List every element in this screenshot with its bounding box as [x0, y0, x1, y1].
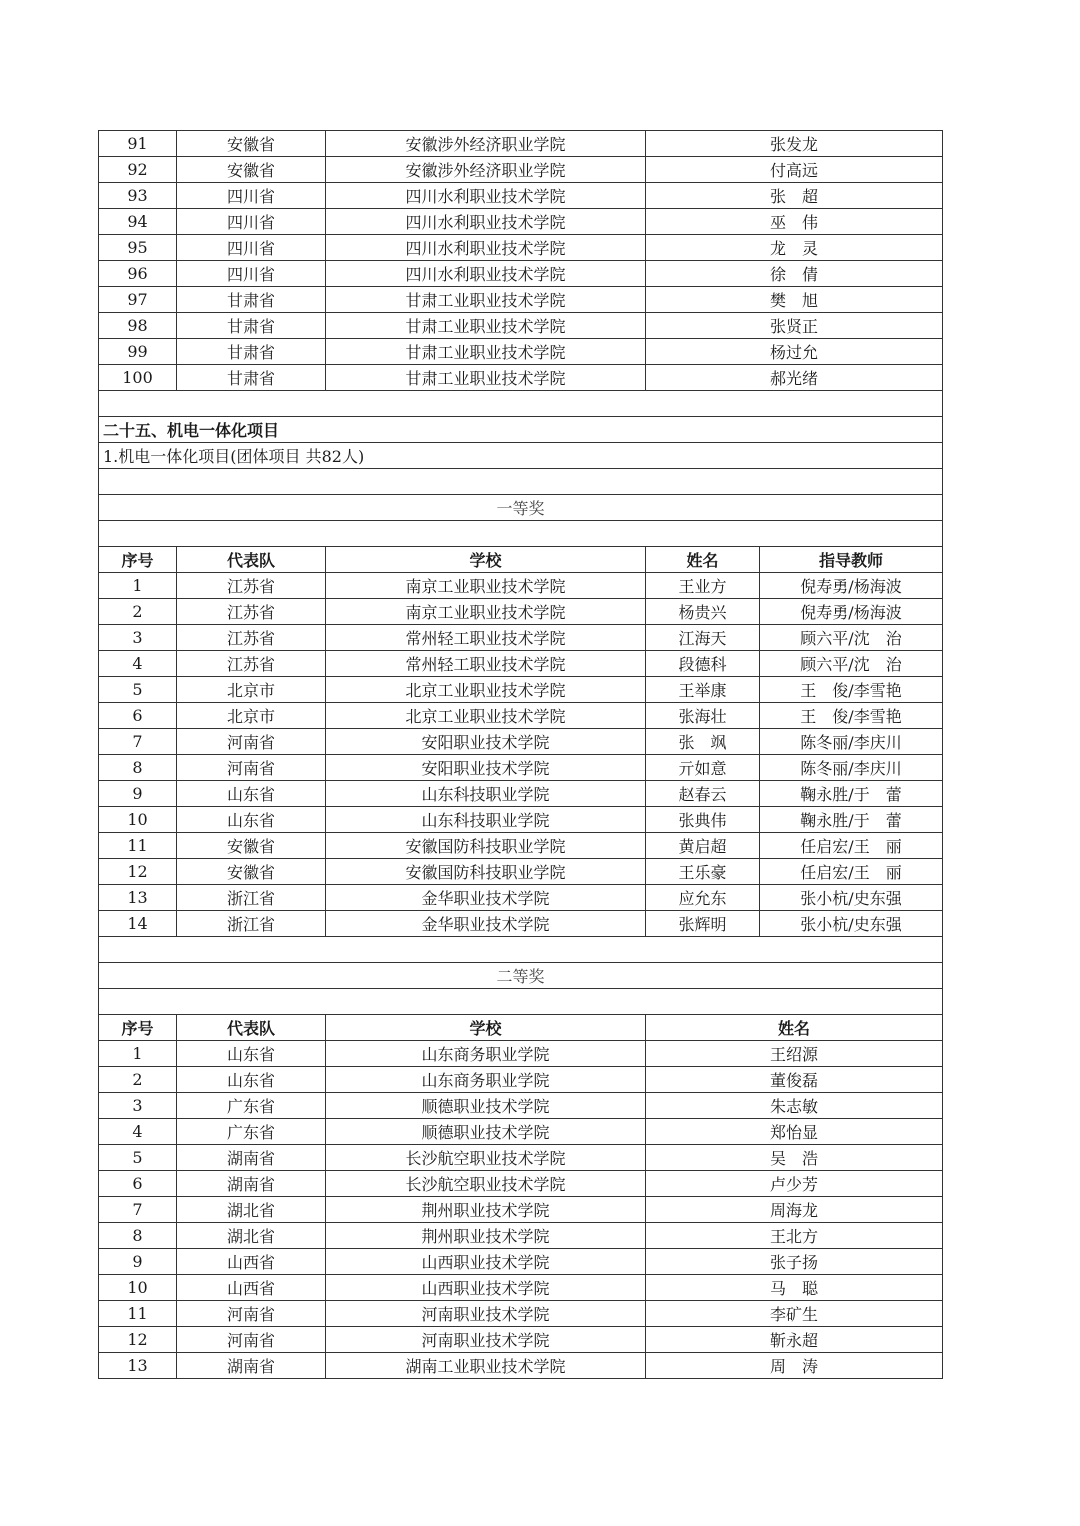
- teacher-cell: 王 俊/李雪艳: [760, 677, 943, 703]
- name-cell: 王业方: [646, 573, 760, 599]
- teacher-cell: 顾六平/沈 治: [760, 651, 943, 677]
- school-cell: 北京工业职业技术学院: [326, 677, 646, 703]
- name-cell: 张海壮: [646, 703, 760, 729]
- name-cell: 周海龙: [646, 1197, 943, 1223]
- table-row: [99, 1067, 943, 1093]
- name-cell: 张典伟: [646, 807, 760, 833]
- team-cell: 安徽省: [177, 131, 326, 157]
- blank-cell: [99, 391, 943, 417]
- team-cell: 甘肃省: [177, 365, 326, 391]
- school-cell: 顺德职业技术学院: [326, 1119, 646, 1145]
- team-cell: 山西省: [177, 1275, 326, 1301]
- table-row: [99, 339, 943, 365]
- team-cell: 江苏省: [177, 651, 326, 677]
- header-no: 序号: [99, 547, 177, 573]
- second-prize-header: [99, 1015, 943, 1041]
- table-row: [99, 833, 943, 859]
- name-cell: 黄启超: [646, 833, 760, 859]
- table-row: [99, 1119, 943, 1145]
- table-row: [99, 313, 943, 339]
- team-cell: 湖南省: [177, 1353, 326, 1379]
- name-cell: 张贤正: [646, 313, 943, 339]
- results-table: [98, 130, 943, 1379]
- school-cell: 北京工业职业技术学院: [326, 703, 646, 729]
- row-number: 9: [99, 781, 177, 807]
- table-row: [99, 729, 943, 755]
- teacher-cell: 王 俊/李雪艳: [760, 703, 943, 729]
- name-cell: 王举康: [646, 677, 760, 703]
- name-cell: 卢少芳: [646, 1171, 943, 1197]
- teacher-cell: 倪寿勇/杨海波: [760, 573, 943, 599]
- team-cell: 北京市: [177, 677, 326, 703]
- name-cell: 徐 倩: [646, 261, 943, 287]
- row-number: 4: [99, 1119, 177, 1145]
- school-cell: 甘肃工业职业技术学院: [326, 287, 646, 313]
- table-row: [99, 703, 943, 729]
- team-cell: 甘肃省: [177, 339, 326, 365]
- row-number: 6: [99, 1171, 177, 1197]
- school-cell: 安徽涉外经济职业学院: [326, 157, 646, 183]
- row-number: 97: [99, 287, 177, 313]
- table-row: [99, 885, 943, 911]
- name-cell: 巫 伟: [646, 209, 943, 235]
- team-cell: 甘肃省: [177, 287, 326, 313]
- row-number: 4: [99, 651, 177, 677]
- row-number: 5: [99, 677, 177, 703]
- table-row: [99, 287, 943, 313]
- team-cell: 安徽省: [177, 833, 326, 859]
- teacher-cell: 张小杭/史东强: [760, 885, 943, 911]
- second-prize-title-row: [99, 963, 943, 989]
- school-cell: 山东商务职业学院: [326, 1041, 646, 1067]
- header-school: 学校: [326, 547, 646, 573]
- row-number: 8: [99, 1223, 177, 1249]
- name-cell: 赵春云: [646, 781, 760, 807]
- team-cell: 浙江省: [177, 911, 326, 937]
- table-row: [99, 859, 943, 885]
- name-cell: 吴 浩: [646, 1145, 943, 1171]
- school-cell: 安徽国防科技职业学院: [326, 833, 646, 859]
- team-cell: 四川省: [177, 235, 326, 261]
- table-row: [99, 209, 943, 235]
- team-cell: 安徽省: [177, 859, 326, 885]
- team-cell: 河南省: [177, 755, 326, 781]
- team-cell: 甘肃省: [177, 313, 326, 339]
- school-cell: 荆州职业技术学院: [326, 1197, 646, 1223]
- team-cell: 湖北省: [177, 1197, 326, 1223]
- team-cell: 江苏省: [177, 625, 326, 651]
- row-number: 9: [99, 1249, 177, 1275]
- team-cell: 广东省: [177, 1093, 326, 1119]
- team-cell: 山东省: [177, 807, 326, 833]
- school-cell: 金华职业技术学院: [326, 885, 646, 911]
- blank-cell: [99, 937, 943, 963]
- row-number: 2: [99, 599, 177, 625]
- table-row: [99, 157, 943, 183]
- team-cell: 河南省: [177, 1327, 326, 1353]
- table-row: [99, 1275, 943, 1301]
- table-row: [99, 807, 943, 833]
- table-row: [99, 755, 943, 781]
- name-cell: 张辉明: [646, 911, 760, 937]
- school-cell: 常州轻工职业技术学院: [326, 625, 646, 651]
- first-prize-header: [99, 547, 943, 573]
- school-cell: 河南职业技术学院: [326, 1327, 646, 1353]
- second-prize-title: 二等奖: [99, 963, 943, 989]
- table-row: [99, 1171, 943, 1197]
- name-cell: 李矿生: [646, 1301, 943, 1327]
- row-number: 7: [99, 729, 177, 755]
- row-number: 14: [99, 911, 177, 937]
- blank-row: [99, 989, 943, 1015]
- header-school: 学校: [326, 1015, 646, 1041]
- header-teacher: 指导教师: [760, 547, 943, 573]
- row-number: 10: [99, 1275, 177, 1301]
- team-cell: 河南省: [177, 729, 326, 755]
- subsection-title-row: [99, 443, 943, 469]
- header-team: 代表队: [177, 547, 326, 573]
- row-number: 7: [99, 1197, 177, 1223]
- school-cell: 顺德职业技术学院: [326, 1093, 646, 1119]
- table-row: [99, 625, 943, 651]
- blank-row: [99, 521, 943, 547]
- school-cell: 甘肃工业职业技术学院: [326, 339, 646, 365]
- team-cell: 北京市: [177, 703, 326, 729]
- section-title-row: [99, 417, 943, 443]
- team-cell: 四川省: [177, 209, 326, 235]
- name-cell: 张发龙: [646, 131, 943, 157]
- school-cell: 四川水利职业技术学院: [326, 261, 646, 287]
- first-prize-title-row: [99, 495, 943, 521]
- name-cell: 杨过允: [646, 339, 943, 365]
- school-cell: 湖南工业职业技术学院: [326, 1353, 646, 1379]
- results-table-body: [99, 131, 943, 1379]
- row-number: 93: [99, 183, 177, 209]
- name-cell: 杨贵兴: [646, 599, 760, 625]
- row-number: 12: [99, 859, 177, 885]
- table-row: [99, 1041, 943, 1067]
- blank-row: [99, 469, 943, 495]
- school-cell: 常州轻工职业技术学院: [326, 651, 646, 677]
- row-number: 1: [99, 1041, 177, 1067]
- table-row: [99, 131, 943, 157]
- teacher-cell: 任启宏/王 丽: [760, 859, 943, 885]
- school-cell: 山东科技职业学院: [326, 781, 646, 807]
- row-number: 96: [99, 261, 177, 287]
- name-cell: 朱志敏: [646, 1093, 943, 1119]
- blank-cell: [99, 521, 943, 547]
- table-row: [99, 235, 943, 261]
- team-cell: 广东省: [177, 1119, 326, 1145]
- school-cell: 荆州职业技术学院: [326, 1223, 646, 1249]
- row-number: 95: [99, 235, 177, 261]
- team-cell: 湖南省: [177, 1171, 326, 1197]
- row-number: 13: [99, 885, 177, 911]
- row-number: 100: [99, 365, 177, 391]
- school-cell: 安徽国防科技职业学院: [326, 859, 646, 885]
- table-row: [99, 651, 943, 677]
- row-number: 3: [99, 625, 177, 651]
- name-cell: 亓如意: [646, 755, 760, 781]
- school-cell: 安阳职业技术学院: [326, 755, 646, 781]
- team-cell: 浙江省: [177, 885, 326, 911]
- name-cell: 马 聪: [646, 1275, 943, 1301]
- name-cell: 郑怡显: [646, 1119, 943, 1145]
- school-cell: 甘肃工业职业技术学院: [326, 313, 646, 339]
- team-cell: 江苏省: [177, 599, 326, 625]
- row-number: 94: [99, 209, 177, 235]
- row-number: 11: [99, 1301, 177, 1327]
- teacher-cell: 鞠永胜/于 蕾: [760, 781, 943, 807]
- blank-cell: [99, 989, 943, 1015]
- name-cell: 郝光绪: [646, 365, 943, 391]
- row-number: 13: [99, 1353, 177, 1379]
- table-row: [99, 781, 943, 807]
- team-cell: 山东省: [177, 1041, 326, 1067]
- row-number: 5: [99, 1145, 177, 1171]
- subsection-title: 1.机电一体化项目(团体项目 共82人): [99, 443, 943, 469]
- blank-row: [99, 391, 943, 417]
- table-row: [99, 911, 943, 937]
- row-number: 8: [99, 755, 177, 781]
- name-cell: 王乐豪: [646, 859, 760, 885]
- name-cell: 王绍源: [646, 1041, 943, 1067]
- row-number: 11: [99, 833, 177, 859]
- school-cell: 四川水利职业技术学院: [326, 235, 646, 261]
- school-cell: 安阳职业技术学院: [326, 729, 646, 755]
- school-cell: 山西职业技术学院: [326, 1275, 646, 1301]
- school-cell: 南京工业职业技术学院: [326, 573, 646, 599]
- school-cell: 长沙航空职业技术学院: [326, 1171, 646, 1197]
- school-cell: 安徽涉外经济职业学院: [326, 131, 646, 157]
- row-number: 1: [99, 573, 177, 599]
- name-cell: 付高远: [646, 157, 943, 183]
- table-row: [99, 183, 943, 209]
- table-row: [99, 1145, 943, 1171]
- table-row: [99, 1093, 943, 1119]
- teacher-cell: 任启宏/王 丽: [760, 833, 943, 859]
- blank-cell: [99, 469, 943, 495]
- row-number: 91: [99, 131, 177, 157]
- name-cell: 周 涛: [646, 1353, 943, 1379]
- row-number: 99: [99, 339, 177, 365]
- name-cell: 张 超: [646, 183, 943, 209]
- teacher-cell: 倪寿勇/杨海波: [760, 599, 943, 625]
- school-cell: 山东科技职业学院: [326, 807, 646, 833]
- school-cell: 山西职业技术学院: [326, 1249, 646, 1275]
- team-cell: 河南省: [177, 1301, 326, 1327]
- row-number: 3: [99, 1093, 177, 1119]
- school-cell: 甘肃工业职业技术学院: [326, 365, 646, 391]
- school-cell: 金华职业技术学院: [326, 911, 646, 937]
- table-row: [99, 573, 943, 599]
- name-cell: 董俊磊: [646, 1067, 943, 1093]
- header-name: 姓名: [646, 547, 760, 573]
- name-cell: 段德科: [646, 651, 760, 677]
- table-row: [99, 677, 943, 703]
- name-cell: 樊 旭: [646, 287, 943, 313]
- name-cell: 靳永超: [646, 1327, 943, 1353]
- blank-row: [99, 937, 943, 963]
- row-number: 10: [99, 807, 177, 833]
- name-cell: 王北方: [646, 1223, 943, 1249]
- teacher-cell: 鞠永胜/于 蕾: [760, 807, 943, 833]
- team-cell: 四川省: [177, 183, 326, 209]
- table-row: [99, 1327, 943, 1353]
- header-team: 代表队: [177, 1015, 326, 1041]
- teacher-cell: 张小杭/史东强: [760, 911, 943, 937]
- table-row: [99, 1301, 943, 1327]
- table-row: [99, 599, 943, 625]
- table-row: [99, 1223, 943, 1249]
- teacher-cell: 顾六平/沈 治: [760, 625, 943, 651]
- table-row: [99, 1197, 943, 1223]
- school-cell: 四川水利职业技术学院: [326, 183, 646, 209]
- table-row: [99, 1249, 943, 1275]
- team-cell: 安徽省: [177, 157, 326, 183]
- name-cell: 龙 灵: [646, 235, 943, 261]
- row-number: 92: [99, 157, 177, 183]
- name-cell: 张子扬: [646, 1249, 943, 1275]
- header-no: 序号: [99, 1015, 177, 1041]
- first-prize-title: 一等奖: [99, 495, 943, 521]
- name-cell: 江海天: [646, 625, 760, 651]
- school-cell: 长沙航空职业技术学院: [326, 1145, 646, 1171]
- row-number: 6: [99, 703, 177, 729]
- team-cell: 山东省: [177, 781, 326, 807]
- teacher-cell: 陈冬丽/李庆川: [760, 729, 943, 755]
- name-cell: 张 飒: [646, 729, 760, 755]
- school-cell: 河南职业技术学院: [326, 1301, 646, 1327]
- team-cell: 江苏省: [177, 573, 326, 599]
- table-row: [99, 261, 943, 287]
- team-cell: 四川省: [177, 261, 326, 287]
- section-title: 二十五、机电一体化项目: [99, 417, 943, 443]
- row-number: 12: [99, 1327, 177, 1353]
- row-number: 2: [99, 1067, 177, 1093]
- school-cell: 四川水利职业技术学院: [326, 209, 646, 235]
- name-cell: 应允东: [646, 885, 760, 911]
- table-row: [99, 1353, 943, 1379]
- team-cell: 山西省: [177, 1249, 326, 1275]
- table-row: [99, 365, 943, 391]
- teacher-cell: 陈冬丽/李庆川: [760, 755, 943, 781]
- team-cell: 湖北省: [177, 1223, 326, 1249]
- header-name: 姓名: [646, 1015, 943, 1041]
- school-cell: 山东商务职业学院: [326, 1067, 646, 1093]
- row-number: 98: [99, 313, 177, 339]
- school-cell: 南京工业职业技术学院: [326, 599, 646, 625]
- team-cell: 山东省: [177, 1067, 326, 1093]
- team-cell: 湖南省: [177, 1145, 326, 1171]
